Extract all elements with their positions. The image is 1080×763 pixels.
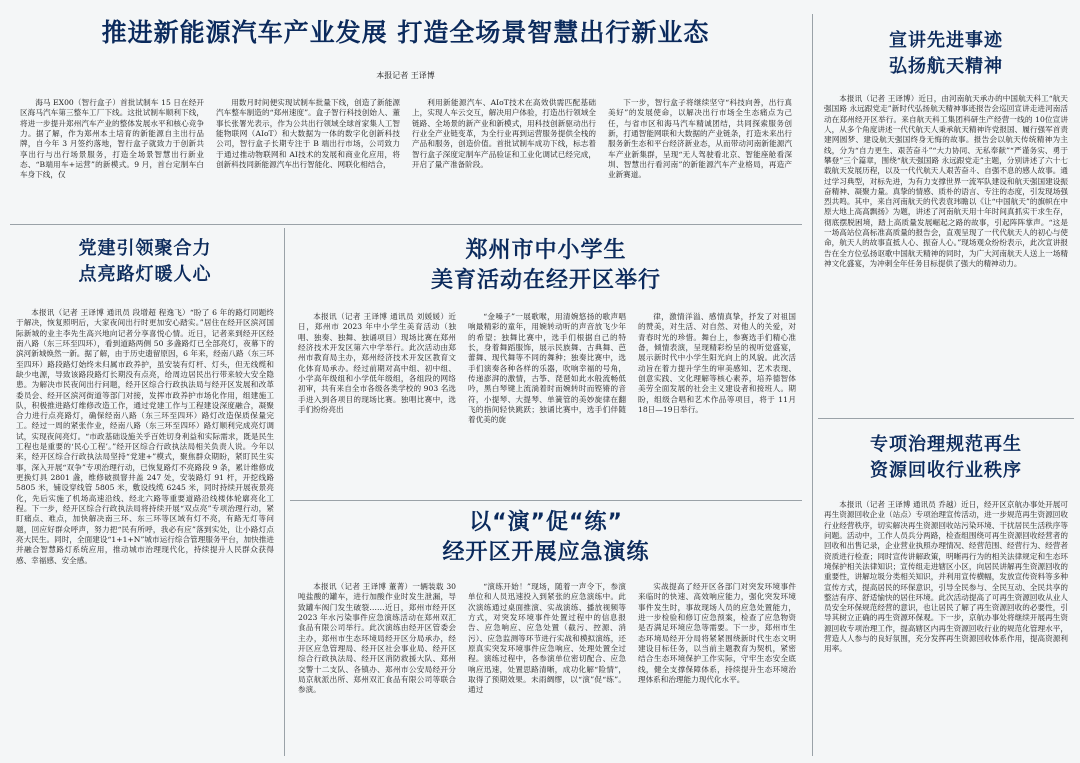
paragraph: “演练开始！”现场，随着一声令下，参演单位和人员迅速投入到紧张的应急演练中。此次演练通过桌面推演、实战演练、播放视频等方式，对突发环境事件处置过程中的信息报告、应急响应、应急处置（截污、控源、消污）、应急监测等环节进行实战和模拟演练，还原真实突发环境事件应急响应、处理处置全过程。演练过程中，各参演单位密切配合、应急响应迅速，处置思路清晰，成功化解“险情”，取得了预期效果。未雨绸缪，以“演”促“练”。通过 bbox=[468, 582, 626, 695]
paragraph: 律，激情洋溢、感情真挚，抒发了对祖国的赞美，对生活、对自然、对他人的关爱，对青春时光的珍惜。舞台上，参赛选手们精心准备，倾情表演，呈现精彩纷呈的视听觉盛宴，展示新时代中小学生阳光向上的风貌。此次活动旨在着力提升学生的审美感知、艺术表现、创意实践、文化理解等核心素养，培养德智体美劳全面发展的社会主义建设者和接班人。期盼，组级合唱和艺术作品等项目，将于 11月18日—19日举行。 bbox=[638, 312, 796, 414]
paragraph: 海马 EX00（智行盒子）首批试制车 15 日在经开区海马汽车第三整车工厂下线。这批试制车顺利下线，将进一步提升郑州汽车产业的整体发展水平和核心竞争力。据了解，作为郑州本土培育的新能源自主出行品牌，自今年 3 月签约落地，智行盒子就致力于创新共享出行与出行场景服务，打造全场景智慧出行新业态、“B端用车+运营”的新模式。9 月，首台定制车白车身下线，仅 bbox=[20, 98, 204, 180]
article-school bbox=[290, 232, 802, 496]
paragraph: 本报讯（记者 王译博 通讯员 乔越）近日，经开区京航办事处开展可再生资源回收企业（站点）专项治理宣传活动，进一步规范再生资源回收行业经营秩序，切实解决再生资源回收站污染环境、干扰居民生活秩序等问题。活动中，工作人员兵分两路，检查组围绕可再生资源回收经营者的回收和出售记录，企业营业执照办理情况、经营范围、经营行为、经营者资质进行检查；同时宣传讲解政策，明晰再行为的相关法律规定和生态环境保护相关法律知识；宣传组走进辖区小区，向居民讲解再生资源回收的重要性，讲解垃圾分类相关知识，并利用宣传横幅，发放宣传资料等多种宣传方式，提高居民的环保意识，引导全民参与、全民互动、全民共享的整洁有序、舒适愉快的居住环境。此次活动提高了可再生资源回收从业人员安全环保规范经营的意识，也让居民了解了再生资源回收的必要性，引导其树立正确的再生资源环保观。下一步，京航办事处将继续开展再生资源回收专项治理工作，提高辖区内再生资源回收行业的规范化管理水平，营造人人参与的良好氛围，充分发挥再生资源回收体系作用，提高资源利用率。 bbox=[824, 500, 1068, 654]
column bbox=[468, 312, 626, 496]
column bbox=[824, 94, 1068, 410]
article-recycle bbox=[820, 424, 1072, 758]
article-drill bbox=[290, 504, 802, 758]
column bbox=[412, 98, 596, 206]
divider bbox=[10, 224, 802, 225]
divider bbox=[290, 500, 802, 501]
headline: 宣讲先进事迹 弘扬航天精神 bbox=[889, 30, 1003, 77]
paragraph: 下一步，智行盒子将继续坚守“科技向善，出行真美好”的发展使命，以解决出行市场全生态痛点为己任，与省市区和海马汽车精诚团结，共同探索服务创新，打通智能网联和大数据的产业链条，打造未来出行服务新生态和平台经济新业态，从而带动河南新能源汽车产业新集群，呈现“无人驾驶看北京、智能座舱看深圳、智慧出行看河南”的新能源汽车产业格局，再造产业新赛道。 bbox=[608, 98, 792, 180]
body-columns bbox=[16, 308, 274, 758]
paragraph: 用数月时间便实现试制车批量下线，创造了新能源汽车整车制造的“郑州速度”。盒子智行科技创始人、董事长张署光表示，作为公共出行领域全球首家集人工智能物联网（AIoT）和大数据为一体的数字化创新科技公司，智行盒子长期专注于 B 端出行市场，公司致力于通过推动物联网和 AI技术的发展和商业化应用，将创新科技同新能源汽车出行智能化、网联化相结合， bbox=[216, 98, 400, 169]
article-car bbox=[12, 16, 799, 206]
body-columns bbox=[298, 312, 796, 496]
paragraph: 本报讯（记者 王译博 通讯员 刘媛媛）近日，郑州市 2023 年中小学生美育活动（独唱、独奏、独舞、独诵项目）现场比赛在郑州经济技术开发区第六中学举行。此次活动由郑州市教育局主办，郑州经济技术开发区教育文化体育局承办。经过前期对高中组、初中组、小学高年级组和小学低年级组，各组段的网络初审，共有来自全市各级各类学校的 903 名选手进入到各项目的现场比赛。独唱比赛中，选手们纷纷亮出 bbox=[298, 312, 456, 414]
column bbox=[16, 308, 274, 758]
paragraph: “金嗓子”一展歌喉，用清婉悠扬的歌声唱响最精彩的童年，用婉转动听的声音放飞少年的希望；独舞比赛中，选手们根据自己的特长，身着舞蹈服饰，展示民族舞、古典舞、芭蕾舞、现代舞等不同的舞种；独奏比赛中，选手们演奏各种各样的乐器，吹响幸福的号角，传递澎湃的激情，古筝、琵琶如此水般流畅低吟，黑白琴键上流淌着时而婉转时而铿锵的音符，小提琴、大提琴、单簧管的美妙旋律在翻飞的指间轻快跳跃；独诵比赛中，选手们伴随着优美的旋 bbox=[468, 312, 626, 425]
column bbox=[216, 98, 400, 206]
column bbox=[638, 312, 796, 496]
paragraph: 本报讯（记者 王译博 通讯员 段增超 程逸飞）“盼了 6 年的路灯同题终于解决，恢复照明后，大家夜间出行时更加安心踏实。”居住在经开区滨河国际新城的业主李先生高兴地向记者分享喜悦心情。近日，记者来到经开区经南八路（东三环至四环），看到道路两侧 50 多盏路灯已全部亮灯，夜幕下的滨河新城焕然一新。据了解，由于历史遗留原因，6 年来，经南八路（东三环至四环）路段路灯始终未归属市政养护，虽安装有灯杆、灯头，但无线缆和缺少电源，导致该路段路灯长期没有点亮，给周边居民出行带来较大安全隐患。为解决市民夜间出行问题，经开区综合行政执法局与经开区发展和改革委员会、经开区滨河街道等部门对接，发挥市政养护市场化作用，组建施工队，积极推进路灯维修改造工作，通过党建工作与工程建设深度融合，凝聚合力进行点亮路灯，确保经南八路（东三环至四环）路灯改造保质保量完工。经过一周的紧张作业，经南八路（东三环至四环）路灯顺利完成亮灯调试，实现夜间亮灯。“市政基础设施关乎百姓切身利益和实际需求，既是民生工程也是重要的‘民心工程’。”经开区综合行政执法局相关负责人说。今年以来，经开区综合行政执法局坚持“党建+”模式，聚焦群众期盼，紧盯民生实事，深入开展“双争”专项治理行动，已恢复路灯不亮路段 9 条，累计维修成更换灯具 2801 盏，维修破损窨井盖 247 处，安装路灯 91 杆，开挖线路 5805 米，铺设穿线管 5805 米，敷设线缆 6245 米，同时持续开展夜景亮化，先后实施了机场高速沿线、经北六路等重要道路沿线楼体轮廓亮化工程。下一步，经开区综合行政执法局将持续开展“双点亮”专项治理行动，紧盯痛点、难点，加快解决南三环、东三环等区域有灯不亮，有路无灯等问题，回应好群众呼声，努力把“民有所呼，我必有应”落到实处，让小路灯点亮大民生。同时，全面建设“1+1+N”城市运行综合管理服务平台，加快推进并融合智慧路灯系统应用，推动城市治理现代化，持续提升人民群众获得感、幸福感、安全感。 bbox=[16, 308, 274, 565]
paragraph: 本报讯（记者 王译博）近日，由河南航天承办的中国航天科工“航天强国路 永远跟党走”新时代弘扬航天精神事迹报告会巡回宣讲走进河南活动在郑州经开区举行。来自航天科工集团科研生产经营一线的 10位宣讲人，从多个角度讲述一代代航天人秉承航天精神许党报国、履行强军首责建网圆梦、建设航天强国终身无悔的故事。报告会以航天传统精神为主线，分为“自力更生、艰苦奋斗”“大力协同、无私奉献”“严谨务实、勇于攀登”三个篇章，围绕“航天强国路 永远跟党走”主题，分别讲述了六十七载航天发展历程，以及一代代航天人艰苦奋斗、自强不息的感人故事。通过学习典型，对标先进，为有力支撑世界一流军队建设和航天强国建设振奋精神、凝聚力量。真挚的情感、质朴的语言、专注的态度，引发现场强烈共鸣。其中，来自河南航天的代表袁玮瞻以《让“中国航天”的旗帜在中原大地上高高飘扬》为题，讲述了河南航天用十年时间真抓实干求生存，彻底摆脱困境，踏上高质量发展崛起之路的故事，引起阵阵掌声。“这是一场高站位高标准高质量的报告会，直观呈现了一代代航天人的初心与使命，航天人的故事直抵人心、振奋人心。”现场观众纷纷表示，此次宣讲报告在全方位弘扬讴歌中国航天精神的同时，为广大河南航天人送上一场精神文化盛宴，为冲刺全年任务目标提供了强大的精神动力。 bbox=[824, 94, 1068, 268]
body-columns bbox=[20, 98, 792, 206]
paragraph: 实战提高了经开区各部门对突发环境事件来临时的快速、高效响应能力，强化突发环境事件发生时，事故现场人员的应急处置能力，进一步检验和修订应急预案，检查了应急物资是否满足环境应急等需要。下一步，郑州市生态环境局经开分局将紧紧围绕新时代生态文明建设目标任务，以当前主题教育为契机，紧密结合生态环境保护工作实际，守牢生态安全底线，健全支撑保障体系，持续提升生态环境治理体系和治理能力现代化水平。 bbox=[638, 582, 796, 684]
divider bbox=[284, 228, 285, 756]
paragraph: 利用新能源汽车、AIoT技术在高效供需匹配基础上，实现人车云交互，解决用户体验，打造出行领域全链路、全场景的新产业和新模式，用科技创新驱动出行行业全产业链变革，为全行业再到运营服务提供全栈的产品和服务，创造价值。首批试制车成功下线，标志着智行盒子深度定制车产品验证和工业化调试已经完成，开启了量产准备阶段。 bbox=[412, 98, 596, 169]
headline: 推进新能源汽车产业发展 打造全场景智慧出行新业态 bbox=[101, 18, 710, 47]
body-columns bbox=[298, 582, 796, 758]
body-columns bbox=[824, 500, 1068, 758]
headline: 以“演”促“练” 经开区开展应急演练 bbox=[442, 510, 650, 565]
column bbox=[468, 582, 626, 758]
headline: 专项治理规范再生 资源回收行业秩序 bbox=[870, 434, 1022, 481]
column bbox=[20, 98, 204, 206]
body-columns bbox=[824, 94, 1068, 410]
paragraph: 本报讯（记者 王译博 董菁）一辆装载 30 吨盐酸的罐车，进行加酸作业时发生泄漏，导致罐车阀门发生破裂……近日，郑州市经开区 2023 年水污染事件应急演练活动在郑州双汇食品有限公司举行。此次演练由经开区管委会主办，郑州市生态环境局经开区分局承办，经开区应急管理局、经开区社会事业局、经开区综合行政执法局、经开区消防救援大队、郑州交警十二支队、各镇办、郑州市公安局经开分局京航派出所、郑州双汇食品有限公司等联合参演。 bbox=[298, 582, 456, 695]
column bbox=[608, 98, 792, 206]
column bbox=[298, 582, 456, 758]
column bbox=[638, 582, 796, 758]
headline: 党建引领聚合力 点亮路灯暖人心 bbox=[78, 238, 212, 285]
divider bbox=[818, 418, 1074, 419]
byline: 本报记者 王译博 bbox=[376, 71, 435, 80]
divider bbox=[812, 14, 813, 756]
column bbox=[298, 312, 456, 496]
headline: 郑州市中小学生 美育活动在经开区举行 bbox=[430, 238, 661, 293]
column bbox=[824, 500, 1068, 758]
article-space bbox=[820, 16, 1072, 412]
article-light bbox=[12, 232, 278, 758]
